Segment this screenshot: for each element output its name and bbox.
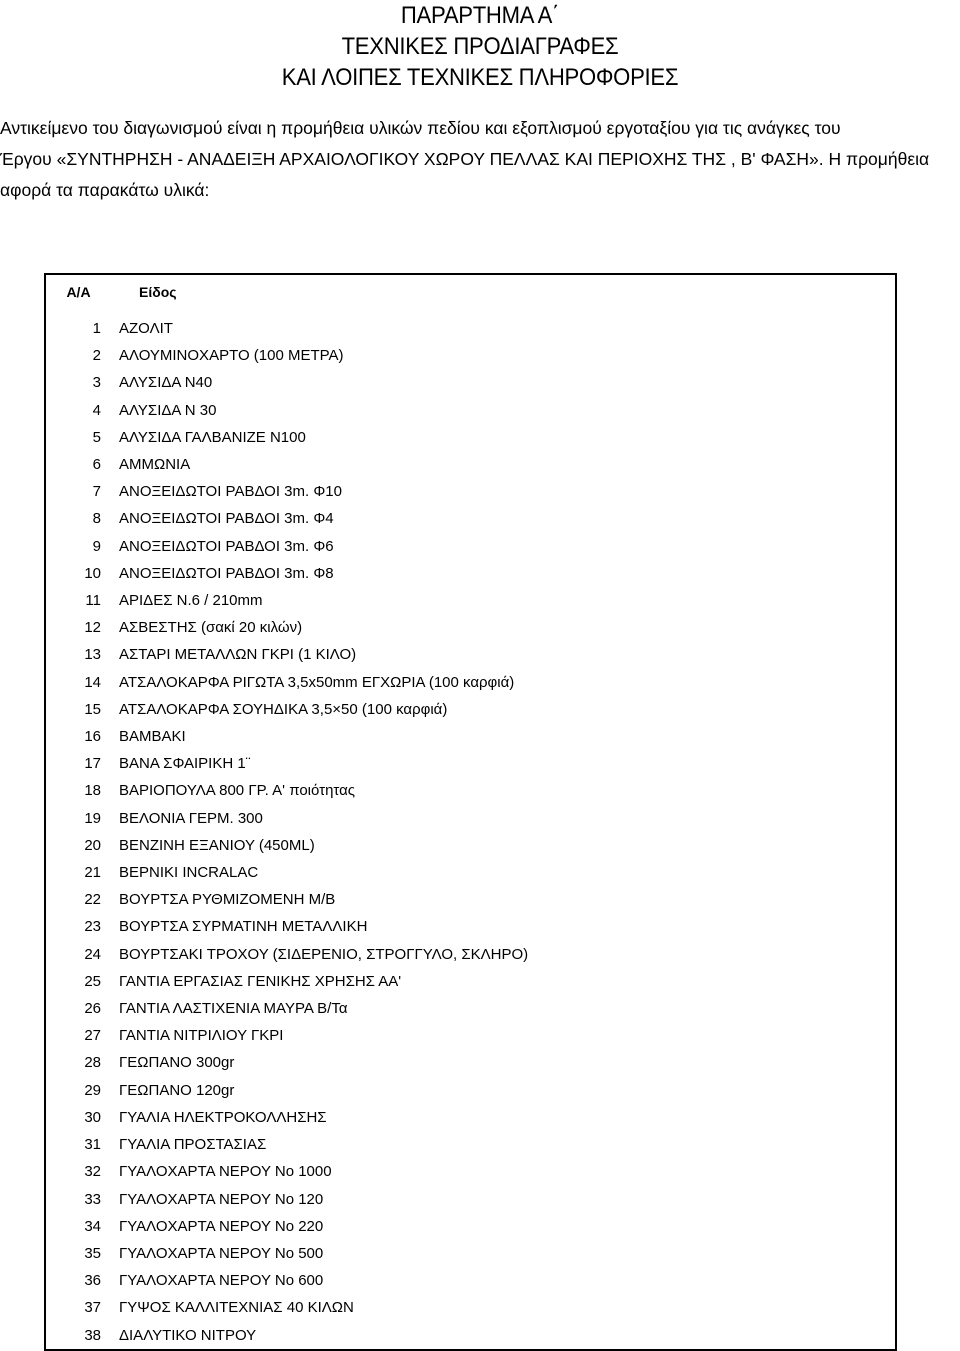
row-item: ΑΛΥΣΙΔΑ Ν 30: [119, 401, 217, 419]
row-number: 12: [84, 619, 101, 637]
row-number: 26: [84, 1000, 101, 1018]
table-body: [45, 315, 896, 1350]
row-number: 2: [92, 347, 101, 365]
table-row: [45, 505, 896, 532]
table-row: [45, 1077, 896, 1104]
title-line-technical-specs: ΤΕΧΝΙΚΕΣ ΠΡΟΔΙΑΓΡΑΦΕΣ: [341, 33, 619, 60]
row-item: ΑΤΣΑΛΟΚΑΡΦΑ ΣΟΥΗΔΙΚΑ 3,5×50 (100 καρφιά): [119, 700, 448, 718]
intro-line: Έργου «ΣΥΝΤΗΡΗΣΗ - ΑΝΑΔΕΙΞΗ ΑΡΧΑΙΟΛΟΓΙΚΟΥ ΧΩΡΟΥ ΠΕΛΛΑΣ ΚΑΙ ΠΕΡΙΟΧΗΣ ΤΗΣ , Β' ΦΑΣΗ». Η προμήθεια: [0, 149, 930, 169]
row-item: ΑΝΟΞΕΙΔΩΤΟΙ ΡΑΒΔΟΙ 3m. Φ6: [119, 537, 334, 555]
row-item: ΑΜΜΩΝΙΑ: [119, 456, 191, 474]
row-item: ΓΕΩΠΑΝΟ 120gr: [119, 1081, 235, 1099]
row-item: ΓΥΑΛΟΧΑΡΤΑ ΝΕΡΟΥ Νο 600: [119, 1272, 324, 1290]
row-number: 16: [84, 728, 101, 746]
table-row: [45, 1049, 896, 1076]
row-item: ΓΥΑΛΙΑ ΠΡΟΣΤΑΣΙΑΣ: [119, 1136, 267, 1154]
row-number: 4: [92, 401, 101, 419]
table-row: [45, 1294, 896, 1321]
intro-line: αφορά τα παρακάτω υλικά:: [0, 180, 210, 200]
row-number: 15: [84, 700, 101, 718]
row-item: ΓΥΑΛΟΧΑΡΤΑ ΝΕΡΟΥ Νο 120: [119, 1190, 324, 1208]
row-item: ΒΕΝΖΙΝΗ ΕΞΑΝΙΟΥ (450ML): [119, 836, 315, 854]
row-number: 11: [85, 592, 101, 610]
row-number: 17: [84, 755, 101, 773]
header-aa: Α/Α: [66, 284, 91, 300]
row-number: 28: [84, 1054, 101, 1072]
row-number: 13: [84, 646, 101, 664]
row-number: 25: [84, 972, 101, 990]
row-number: 8: [92, 510, 101, 528]
row-number: 22: [84, 891, 101, 909]
table-row: [45, 1240, 896, 1267]
table-row: [45, 995, 896, 1022]
row-item: ΑΣΒΕΣΤΗΣ (σακί 20 κιλών): [119, 619, 303, 637]
row-item: ΑΝΟΞΕΙΔΩΤΟΙ ΡΑΒΔΟΙ 3m. Φ4: [119, 510, 334, 528]
row-item: ΒΟΥΡΤΣΑ ΣΥΡΜΑΤΙΝΗ ΜΕΤΑΛΛΙΚΗ: [119, 918, 368, 936]
row-item: ΒΕΡΝΙΚΙ INCRALAC: [119, 864, 259, 882]
row-item: ΑΡΙΔΕΣ Ν.6 / 210mm: [119, 592, 263, 610]
row-number: 7: [92, 483, 101, 501]
materials-table: [44, 273, 897, 1351]
row-item: ΓΑΝΤΙΑ ΝΙΤΡΙΛΙΟΥ ΓΚΡΙ: [119, 1027, 284, 1045]
row-item: ΔΙΑΛΥΤΙΚΟ ΝΙΤΡΟΥ: [119, 1326, 257, 1344]
row-item: ΒΟΥΡΤΣΑΚΙ ΤΡΟΧΟΥ (ΣΙΔΕΡΕΝΙΟ, ΣΤΡΟΓΓΥΛΟ, ΣΚΛΗΡΟ): [119, 945, 529, 963]
row-number: 38: [84, 1326, 101, 1344]
row-number: 24: [84, 945, 101, 963]
table-row: [45, 451, 896, 478]
table-row: [45, 369, 896, 396]
table-row: [45, 587, 896, 614]
intro-paragraph: [0, 113, 960, 206]
row-number: 37: [84, 1299, 101, 1317]
table-row: [45, 342, 896, 369]
table-header-row: [45, 274, 896, 309]
row-item: ΓΑΝΤΙΑ ΛΑΣΤΙΧΕΝΙΑ ΜΑΥΡΑ Β/Τα: [119, 1000, 348, 1018]
row-item: ΒΟΥΡΤΣΑ ΡΥΘΜΙΖΟΜΕΝΗ Μ/Β: [119, 891, 336, 909]
row-item: ΓΥΑΛΙΑ ΗΛΕΚΤΡΟΚΟΛΛΗΣΗΣ: [119, 1108, 327, 1126]
table-row: [45, 641, 896, 668]
row-item: ΑΣΤΑΡΙ ΜΕΤΑΛΛΩΝ ΓΚΡΙ (1 ΚΙΛΟ): [119, 646, 357, 664]
table-row: [45, 696, 896, 723]
row-number: 10: [84, 564, 101, 582]
table-row: [45, 968, 896, 995]
row-number: 29: [84, 1081, 101, 1099]
row-number: 14: [84, 673, 101, 691]
row-number: 27: [84, 1027, 101, 1045]
row-item: ΒΑΜΒΑΚΙ: [119, 728, 186, 746]
table-row: [45, 1213, 896, 1240]
row-item: ΑΛΥΣΙΔΑ ΓΑΛΒΑΝΙΖΕ Ν100: [119, 428, 306, 446]
document-title: [0, 0, 960, 93]
header-item: Είδος: [139, 284, 177, 300]
table-row: [45, 1131, 896, 1158]
table-row: [45, 777, 896, 804]
table-row: [45, 614, 896, 641]
table-row: [45, 533, 896, 560]
table-row: [45, 805, 896, 832]
row-number: 35: [84, 1244, 101, 1262]
table-row: [45, 1186, 896, 1213]
row-item: ΑΤΣΑΛΟΚΑΡΦΑ ΡΙΓΩΤΑ 3,5x50mm ΕΓΧΩΡΙΑ (100 καρφιά): [119, 673, 515, 691]
row-number: 30: [84, 1108, 101, 1126]
table-row: [45, 913, 896, 940]
row-number: 6: [92, 456, 101, 474]
table-row: [45, 397, 896, 424]
row-item: ΓΥΨΟΣ ΚΑΛΛΙΤΕΧΝΙΑΣ 40 ΚΙΛΩΝ: [119, 1299, 354, 1317]
table-row: [45, 941, 896, 968]
table-row: [45, 1158, 896, 1185]
row-number: 9: [92, 537, 101, 555]
table-row: [45, 424, 896, 451]
table-row: [45, 669, 896, 696]
row-item: ΒΑΝΑ ΣΦΑΙΡΙΚΗ 1¨: [119, 755, 251, 773]
row-number: 19: [84, 809, 101, 827]
table-row: [45, 1267, 896, 1294]
table-row: [45, 1104, 896, 1131]
title-line-annex: ΠΑΡΑΡΤΗΜΑ Α΄: [400, 2, 560, 29]
row-number: 34: [84, 1217, 101, 1235]
row-item: ΓΥΑΛΟΧΑΡΤΑ ΝΕΡΟΥ Νο 1000: [119, 1163, 332, 1181]
row-item: ΒΑΡΙΟΠΟΥΛΑ 800 ΓΡ. Α' ποιότητας: [119, 782, 356, 800]
row-number: 20: [84, 836, 101, 854]
title-line-other-info: ΚΑΙ ΛΟΙΠΕΣ ΤΕΧΝΙΚΕΣ ΠΛΗΡΟΦΟΡΙΕΣ: [281, 64, 679, 91]
table-row: [45, 1022, 896, 1049]
row-number: 3: [92, 374, 101, 392]
row-item: ΑΝΟΞΕΙΔΩΤΟΙ ΡΑΒΔΟΙ 3m. Φ10: [119, 483, 342, 501]
table-row: [45, 886, 896, 913]
row-number: 33: [84, 1190, 101, 1208]
table-row: [45, 478, 896, 505]
table-row: [45, 1322, 896, 1350]
row-number: 32: [84, 1163, 101, 1181]
row-number: 23: [84, 918, 101, 936]
row-item: ΑΛΥΣΙΔΑ Ν40: [119, 374, 213, 392]
row-item: ΑΖΟΛΙΤ: [119, 320, 173, 337]
table-row: [45, 315, 896, 342]
table-row: [45, 859, 896, 886]
row-item: ΓΥΑΛΟΧΑΡΤΑ ΝΕΡΟΥ Νο 500: [119, 1244, 324, 1262]
row-number: 1: [92, 320, 101, 337]
row-number: 36: [84, 1272, 101, 1290]
row-number: 31: [84, 1136, 101, 1154]
row-number: 5: [92, 428, 101, 446]
row-item: ΓΥΑΛΟΧΑΡΤΑ ΝΕΡΟΥ Νο 220: [119, 1217, 324, 1235]
table-row: [45, 560, 896, 587]
table-row: [45, 750, 896, 777]
row-item: ΑΝΟΞΕΙΔΩΤΟΙ ΡΑΒΔΟΙ 3m. Φ8: [119, 564, 334, 582]
row-item: ΒΕΛΟΝΙΑ ΓΕΡΜ. 300: [119, 809, 263, 827]
table-row: [45, 723, 896, 750]
table-row: [45, 832, 896, 859]
row-number: 21: [84, 864, 101, 882]
intro-line: Αντικείμενο του διαγωνισμού είναι η προμήθεια υλικών πεδίου και εξοπλισμού εργοταξίου για τις ανάγκες του: [0, 118, 841, 138]
row-item: ΓΑΝΤΙΑ ΕΡΓΑΣΙΑΣ ΓΕΝΙΚΗΣ ΧΡΗΣΗΣ ΑΑ': [119, 972, 402, 990]
row-number: 18: [84, 782, 101, 800]
row-item: ΑΛΟΥΜΙΝΟΧΑΡΤΟ (100 ΜΕΤΡΑ): [119, 347, 344, 365]
row-item: ΓΕΩΠΑΝΟ 300gr: [119, 1054, 235, 1072]
